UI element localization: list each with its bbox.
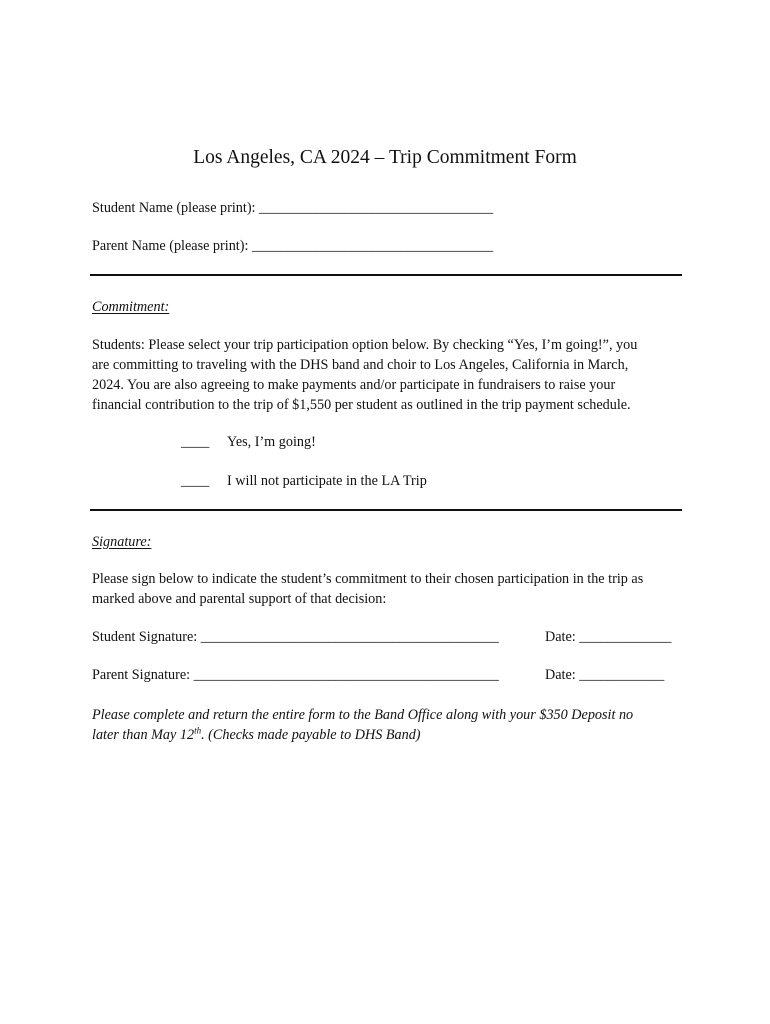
section-divider bbox=[90, 509, 682, 511]
footer-note-text: later than May 12 bbox=[92, 727, 195, 743]
commitment-paragraph bbox=[92, 335, 688, 415]
paragraph-line: are committing to traveling with the DHS band and choir to Los Angeles, California in March, bbox=[92, 357, 629, 373]
signature-heading: Signature: bbox=[92, 534, 152, 550]
footer-note-text: . (Checks made payable to DHS Band) bbox=[201, 727, 421, 743]
parent-name-field[interactable]: Parent Name (please print): __________________________________ bbox=[92, 238, 494, 254]
form-title: Los Angeles, CA 2024 – Trip Commitment Form bbox=[193, 147, 577, 168]
option-no-checkbox-blank[interactable]: ____ bbox=[181, 473, 210, 489]
option-no-label: I will not participate in the LA Trip bbox=[227, 473, 427, 489]
ordinal-suffix: th bbox=[194, 725, 202, 736]
option-yes-label: Yes, I’m going! bbox=[227, 434, 316, 450]
footer-note-line: Please complete and return the entire form to the Band Office along with your $350 Deposit no bbox=[92, 707, 634, 723]
signature-paragraph bbox=[92, 569, 688, 609]
footer-note bbox=[92, 705, 688, 745]
student-name-field[interactable]: Student Name (please print): _________________________________ bbox=[92, 200, 494, 216]
section-divider bbox=[90, 274, 682, 276]
paragraph-line: Please sign below to indicate the student’s commitment to their chosen participation in the trip as bbox=[92, 571, 644, 587]
parent-date-field[interactable]: Date: ____________ bbox=[545, 667, 665, 683]
student-signature-field[interactable]: Student Signature: __________________________________________ bbox=[92, 629, 499, 645]
parent-signature-field[interactable]: Parent Signature: ___________________________________________ bbox=[92, 667, 499, 683]
commitment-heading: Commitment: bbox=[92, 299, 170, 315]
paragraph-line: financial contribution to the trip of $1,550 per student as outlined in the trip payment schedule. bbox=[92, 397, 631, 413]
paragraph-line: 2024. You are also agreeing to make payments and/or participate in fundraisers to raise your bbox=[92, 377, 616, 393]
paragraph-line: Students: Please select your trip participation option below. By checking “Yes, I’m going!”, you bbox=[92, 337, 638, 353]
footer-note-line bbox=[92, 725, 688, 745]
paragraph-line: marked above and parental support of that decision: bbox=[92, 591, 387, 607]
option-yes-checkbox-blank[interactable]: ____ bbox=[181, 434, 210, 450]
student-date-field[interactable]: Date: _____________ bbox=[545, 629, 672, 645]
